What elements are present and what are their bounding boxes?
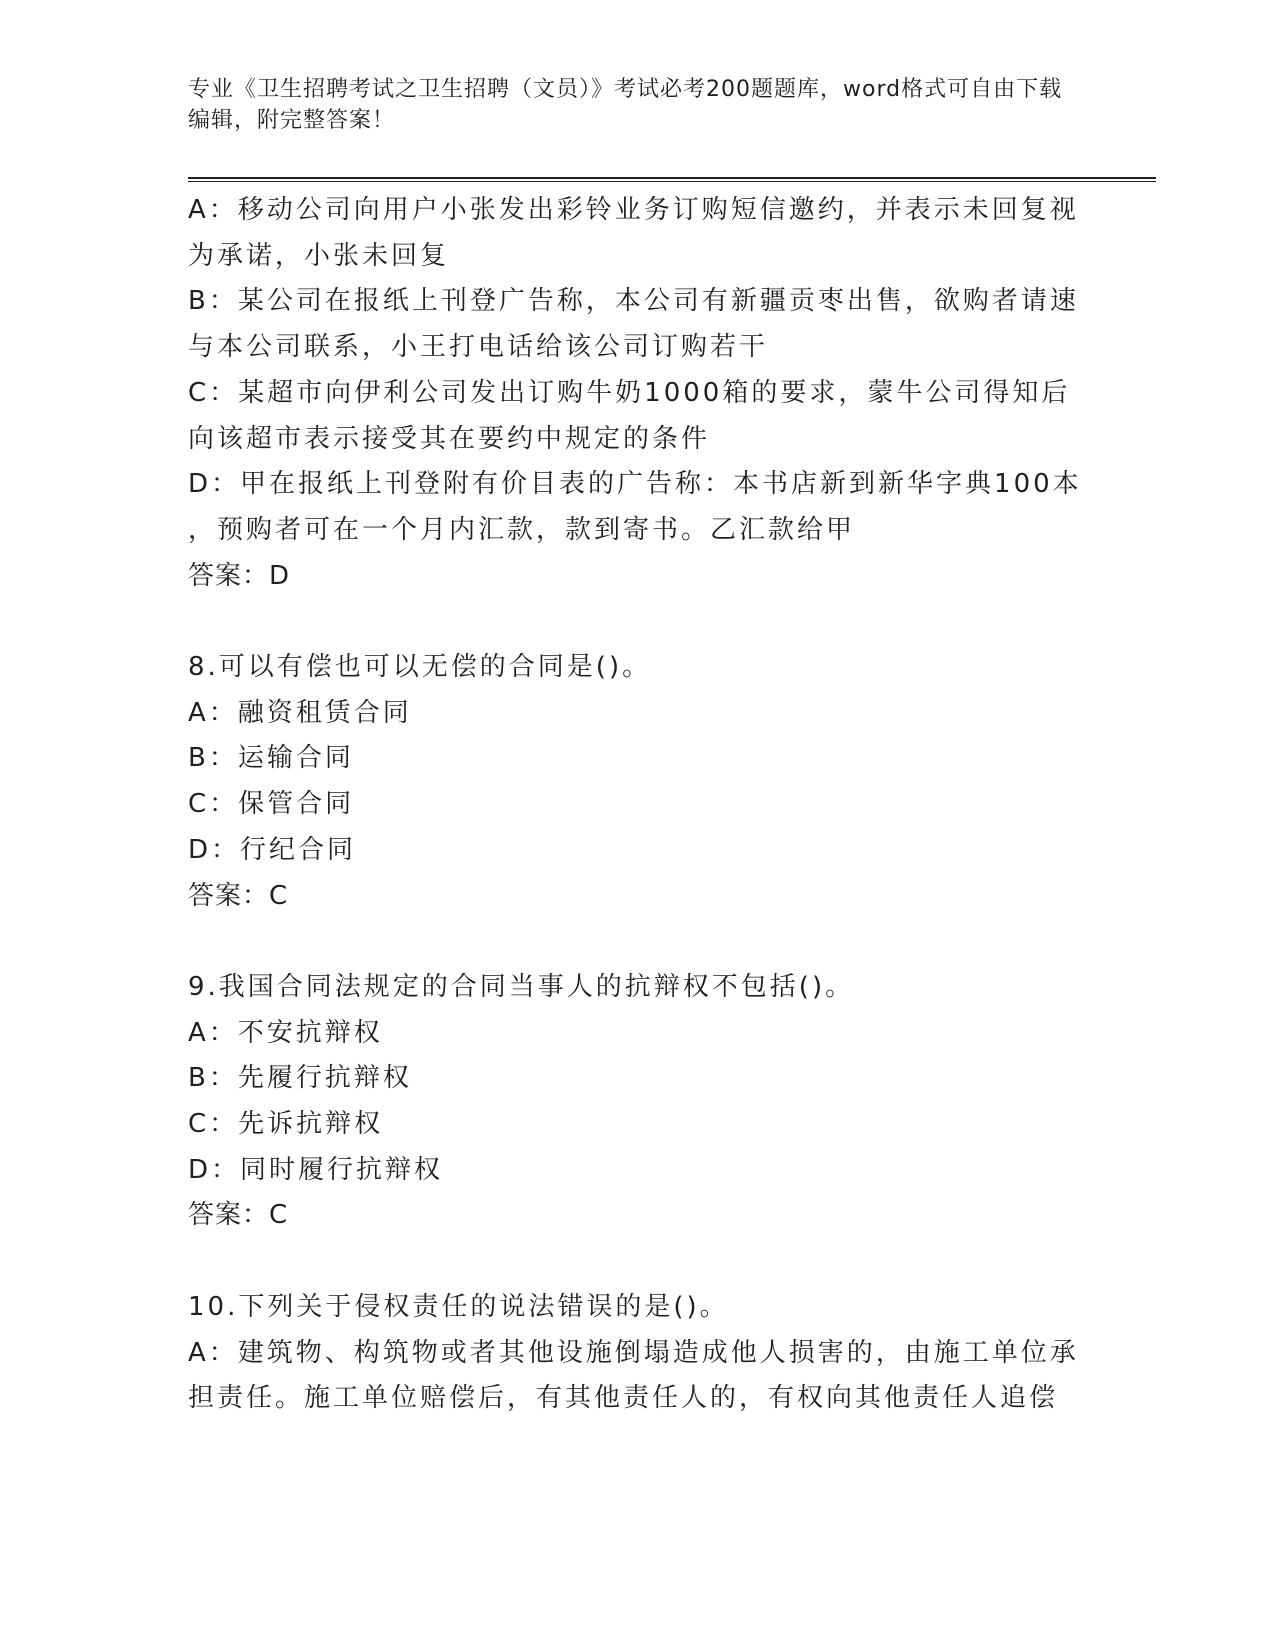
option-c-line-2: 向该超市表示接受其在要约中规定的条件 xyxy=(188,423,711,454)
question-block-7 xyxy=(188,188,1088,599)
option-a-line-2: 担责任。施工单位赔偿后，有其他责任人的，有权向其他责任人追偿 xyxy=(188,1383,1059,1414)
option-b: B：运输合同 xyxy=(188,743,354,774)
option-d-line-2: ，预购者可在一个月内汇款，款到寄书。乙汇款给甲 xyxy=(188,514,856,545)
question-spacer xyxy=(188,919,1088,965)
answer-text: 答案：D xyxy=(188,560,291,591)
question-block-10 xyxy=(188,1285,1088,1422)
document-header-title: 专业《卫生招聘考试之卫生招聘（文员）》考试必考200题题库，word格式可自由下载编辑，附完整答案！ xyxy=(188,77,1063,133)
question-text: 9.我国合同法规定的合同当事人的抗辩权不包括()。 xyxy=(188,971,855,1002)
option-b-line-2: 与本公司联系，小王打电话给该公司订购若干 xyxy=(188,332,769,363)
option-a-line-1: A：建筑物、构筑物或者其他设施倒塌造成他人损害的，由施工单位承 xyxy=(188,1337,1079,1368)
option-c: C：先诉抗辩权 xyxy=(188,1109,384,1140)
option-c: C：保管合同 xyxy=(188,789,355,820)
option-a: A：不安抗辩权 xyxy=(188,1017,383,1048)
option-a-line-1: A：移动公司向用户小张发出彩铃业务订购短信邀约，并表示未回复视 xyxy=(188,195,1079,225)
question-spacer xyxy=(188,599,1088,645)
answer-text: 答案：C xyxy=(188,1200,289,1231)
question-spacer xyxy=(188,1239,1088,1285)
answer-text: 答案：C xyxy=(188,880,289,911)
header-divider xyxy=(188,177,1156,182)
option-b-line-1: B：某公司在报纸上刊登广告称，本公司有新疆贡枣出售，欲购者请速 xyxy=(188,286,1079,317)
question-block-8 xyxy=(188,645,1088,919)
option-d: D：同时履行抗辩权 xyxy=(188,1154,444,1185)
option-b: B：先履行抗辩权 xyxy=(188,1063,412,1094)
question-text: 10.下列关于侵权责任的说法错误的是()。 xyxy=(188,1291,729,1322)
question-text: 8.可以有偿也可以无偿的合同是()。 xyxy=(188,652,652,683)
question-block-9 xyxy=(188,965,1088,1239)
option-d-line-1: D：甲在报纸上刊登附有价目表的广告称：本书店新到新华字典100本 xyxy=(188,469,1082,500)
question-list xyxy=(188,188,1088,1422)
option-c-line-1: C：某超市向伊利公司发出订购牛奶1000箱的要求，蒙牛公司得知后 xyxy=(188,377,1071,408)
option-a-line-2: 为承诺，小张未回复 xyxy=(188,240,450,271)
option-d: D：行纪合同 xyxy=(188,834,357,865)
option-a: A：融资租赁合同 xyxy=(188,697,412,728)
